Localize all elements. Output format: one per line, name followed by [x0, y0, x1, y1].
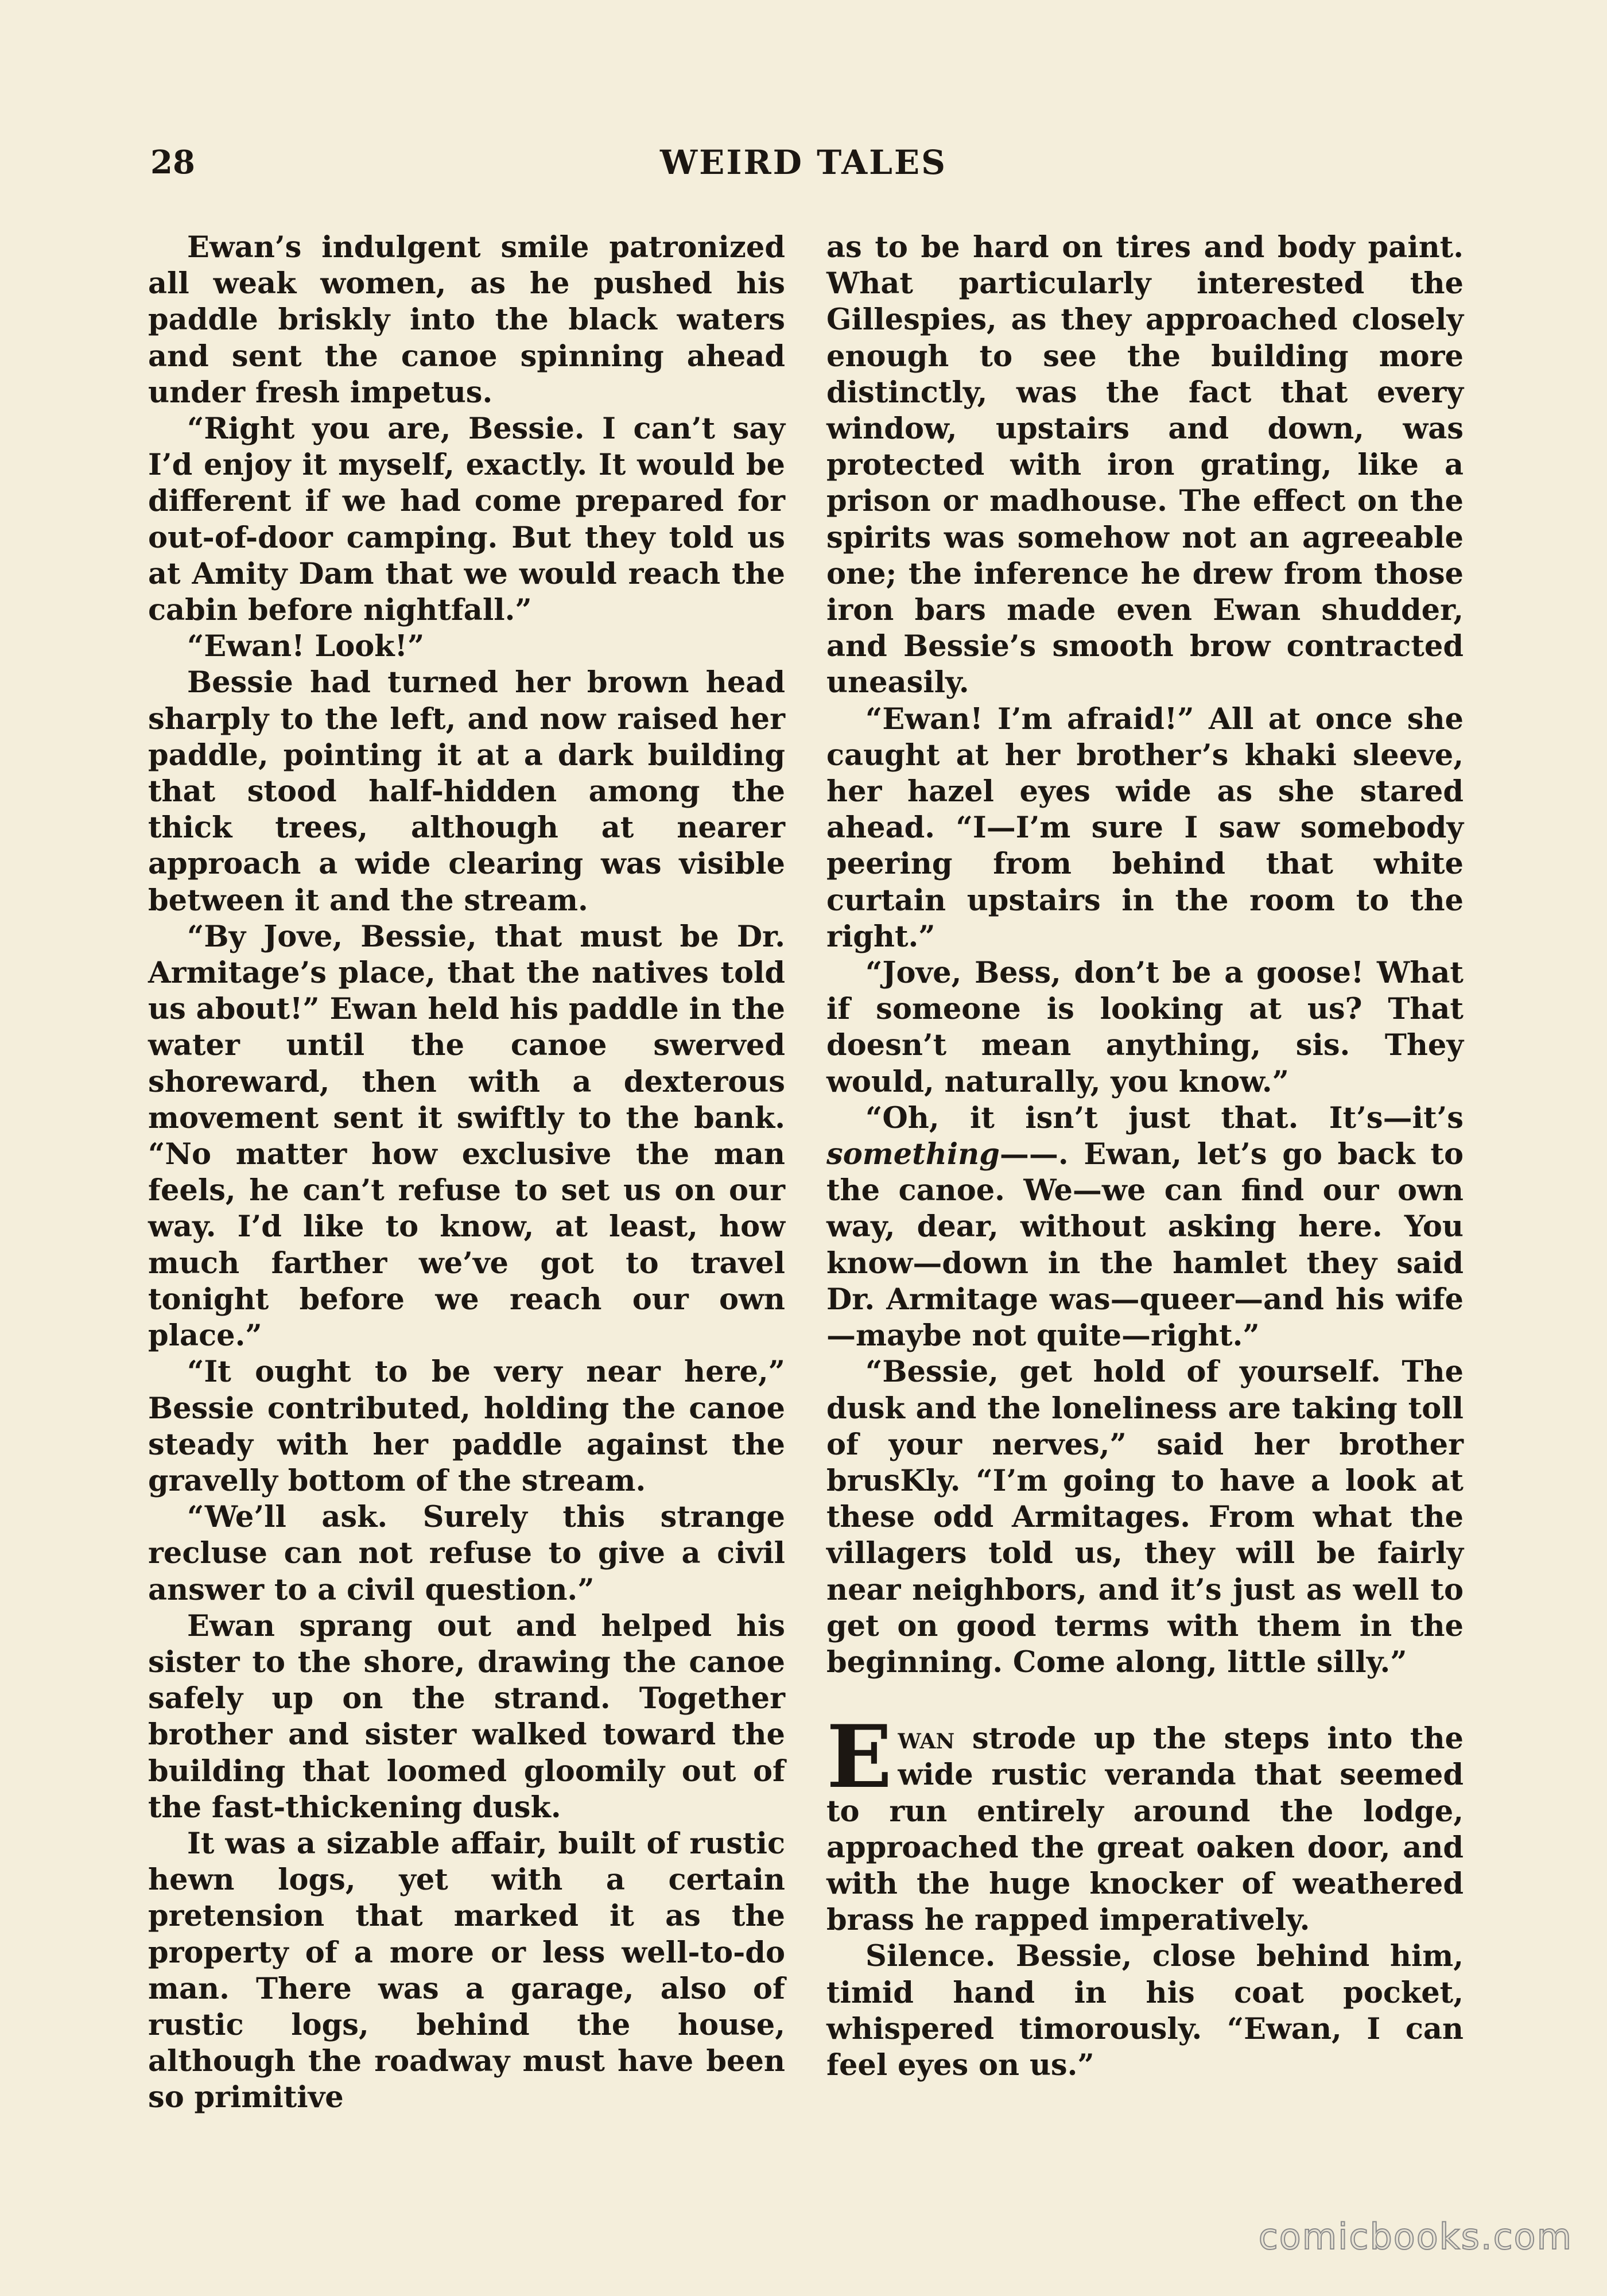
- page-number: 28: [150, 144, 195, 181]
- paragraph-text: ——. Ewan, let’s go back to the canoe. We—we can find our own way, dear, without asking here. You know—down in the hamlet they said Dr. Armitage was—queer—and his wife—maybe not quite—right.”: [826, 1137, 1464, 1353]
- paragraph-text: strode up the steps into the wide rustic veranda that seemed to run entirely around the lodge, approached the great oaken door, and with the huge knocker of weathered brass he rapped imperatively.: [826, 1721, 1464, 1938]
- paragraph: [826, 1100, 1464, 1354]
- left-column: [148, 230, 785, 2116]
- right-column: [826, 230, 1464, 2084]
- paragraph: “Ewan! I’m afraid!” All at once she caught at her brother’s khaki sleeve, her hazel eyes wide as she stared ahead. “I—I’m sure I saw somebody peering from behind that white curtain upstairs in the room to the right.”: [826, 701, 1464, 954]
- paragraph: “We’ll ask. Surely this strange recluse can not refuse to give a civil answer to a civil question.”: [148, 1500, 785, 1607]
- paragraph: “Jove, Bess, don’t be a goose! What if someone is looking at us? That doesn’t mean anything, sis. They would, naturally, you know.”: [826, 956, 1464, 1099]
- paragraph: Ewan’s indulgent smile patronized all weak women, as he pushed his paddle briskly into the black waters and sent the canoe spinning ahead under fresh impetus.: [148, 230, 785, 410]
- paragraph: “It ought to be very near here,” Bessie contributed, holding the canoe steady with her paddle against the gravelly bottom of the stream.: [148, 1355, 785, 1498]
- paragraph: Bessie had turned her brown head sharply to the left, and now raised her paddle, pointing it at a dark building that stood half-hidden among the thick trees, although at nearer approach a wide clearing was visible between it and the stream.: [148, 665, 785, 918]
- paragraph: Ewan sprang out and helped his sister to the shore, drawing the canoe safely up on the strand. Together brother and sister walked toward the building that loomed gloomily out of the fast-thickening dusk.: [148, 1608, 785, 1825]
- small-caps-word: wan: [898, 1721, 955, 1756]
- watermark-logo: comicbooks.com: [1258, 2216, 1573, 2258]
- continued-paragraph: as to be hard on tires and body paint. What particularly interested the Gillespies, as they approached closely enough to see the building more distinctly, was the fact that every window, upstairs and down, was protected with iron grating, like a prison or madhouse. The effect on the spirits was somehow not an agreeable one; the inference he drew from those iron bars made even Ewan shudder, and Bessie’s smooth brow contracted uneasily.: [826, 230, 1464, 700]
- section-opening-paragraph: [826, 1707, 1464, 1938]
- paragraph: It was a sizable affair, built of rustic hewn logs, yet with a certain pretension that marked it as the property of a more or less well-to-do man. There was a garage, also of rustic logs, behind the house, although the roadway must have been so primitive: [148, 1826, 785, 2115]
- paragraph: “By Jove, Bessie, that must be Dr. Armitage’s place, that the natives told us about!” Ewan held his paddle in the water until the canoe swerved shoreward, then with a dexterous movement sent it swiftly to the bank. “No matter how exclusive the man feels, he can’t refuse to set us on our way. I’d like to know, at least, how much farther we’ve got to travel tonight before we reach our own place.”: [148, 919, 785, 1353]
- drop-cap: E: [826, 1707, 892, 1808]
- paragraph: “Ewan! Look!”: [187, 629, 425, 664]
- italic-word: something: [826, 1137, 1000, 1172]
- paragraph: “Bessie, get hold of yourself. The dusk and the loneliness are taking toll of your nerves,” said her brother brusKly. “I’m going to have a look at these odd Armitages. From what the villagers told us, they will be fairly near neighbors, and it’s just as well to get on good terms with them in the beginning. Come along, little silly.”: [826, 1355, 1464, 1680]
- running-head: WEIRD TALES: [659, 143, 948, 182]
- paragraph-text: “Oh, it isn’t just that. It’s—it’s: [865, 1100, 1464, 1135]
- paragraph: Silence. Bessie, close behind him, timid hand in his coat pocket, whispered timorously. “Ewan, I can feel eyes on us.”: [826, 1939, 1464, 2082]
- paragraph: “Right you are, Bessie. I can’t say I’d enjoy it myself, exactly. It would be different if we had come prepared for out-of-door camping. But they told us at Amity Dam that we would reach the cabin before nightfall.”: [148, 412, 785, 628]
